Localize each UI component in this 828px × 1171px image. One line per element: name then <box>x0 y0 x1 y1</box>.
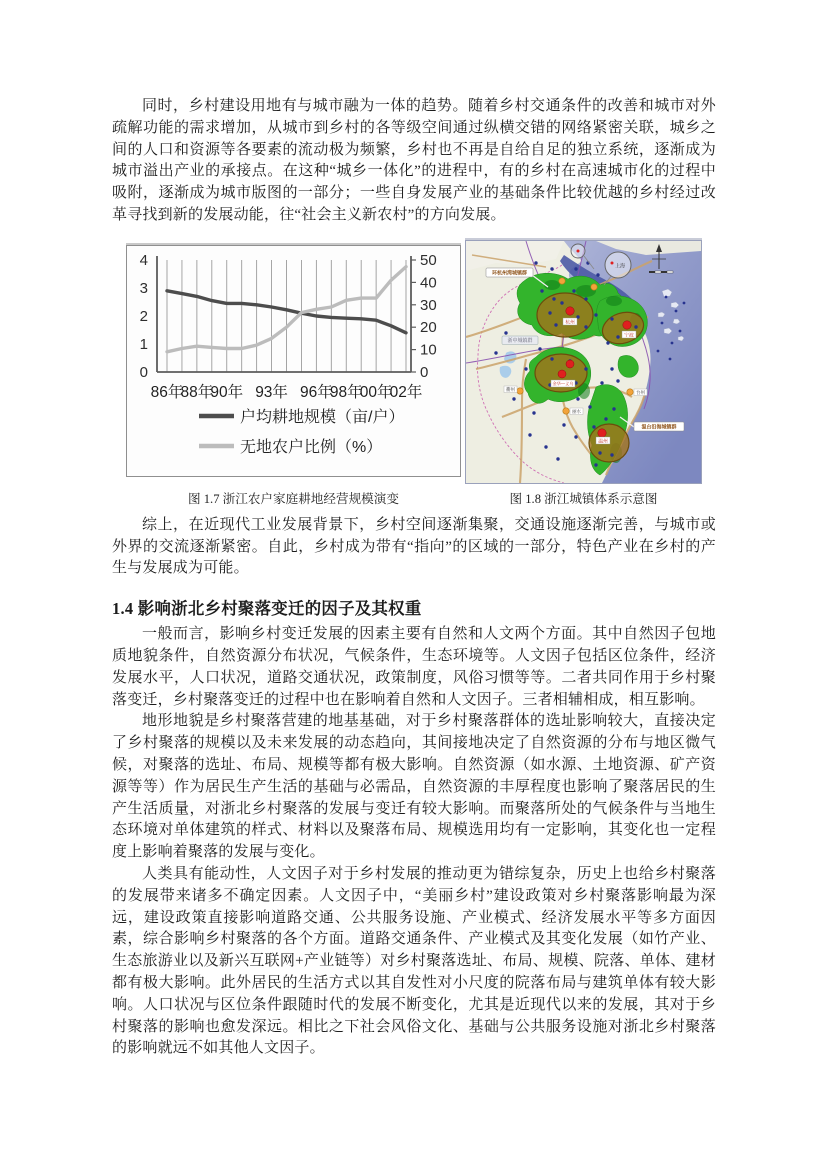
city-label-taizhou: 台州 <box>636 389 645 395</box>
paragraph-urban-rural-integration: 同时，乡村建设用地有与城市融为一体的趋势。随着乡村交通条件的改善和城市对外疏解功能的需求增加，从城市到乡村的各等级空间通过纵横交错的网络紧密关联，城乡之间的人口和资源等各要素的流动极为频繁，乡村也不再是自给自足的独立系统，逐渐成为城市溢出产业的承接点。在这种“城乡一体化”的进程中，有的乡村在高速城市化的过程中吸附，逐渐成为城市版图的一部分；一些自身发展产业的基础条件比较优越的乡村经过改革寻找到新的发展动能，往“社会主义新农村”的方向发展。 <box>112 98 716 223</box>
figure-1-7-farmland-chart <box>126 245 461 477</box>
svg-text:86年: 86年 <box>150 383 184 401</box>
svg-text:88年: 88年 <box>180 383 214 401</box>
captions-row <box>112 491 716 507</box>
svg-text:2: 2 <box>139 307 148 325</box>
farmland-line-chart <box>127 246 460 476</box>
svg-text:20: 20 <box>420 318 437 336</box>
paragraph-summary: 综上，在近现代工业发展背景下，乡村空间逐渐集聚，交通设施逐渐完善，与城市或外界的交流逐渐紧密。自此，乡村成为带有“指向”的区域的一部分，特色产业在乡村的产生与发展成为可能。 <box>112 516 716 577</box>
chart-legend <box>199 407 404 456</box>
chart-axes <box>157 256 411 372</box>
figure-1-7-caption: 图 1.7 浙江农户家庭耕地经营规模演变 <box>188 491 399 506</box>
city-label-wenzhou: 温州 <box>598 439 608 445</box>
zhejiang-urban-system-map <box>466 241 701 483</box>
svg-text:93年: 93年 <box>255 383 288 401</box>
shanghai-label: 上海 <box>614 263 626 270</box>
svg-text:30: 30 <box>420 296 437 314</box>
svg-text:90年: 90年 <box>210 383 244 401</box>
chart-gridlines <box>167 260 406 372</box>
chart-left-axis-ticks <box>140 252 148 381</box>
paragraph-natural-factors: 地形地貌是乡村聚落营建的地基基础，对于乡村聚落群体的选址影响较大，直接决定了乡村聚落的规模以及未来发展的动态趋向，其间接地决定了自然资源的分布与地区微气候，对聚落的选址、布局、规模等都有极大影响。自然资源（如水源、土地资源、矿产资源等等）作为居民生产生活的基础与必需品，自然资源的丰厚程度也影响了聚落居民的生产生活质量，对浙北乡村聚落的发展与变迁有较大影响。而聚落所处的气候条件与当地生态环境对单体建筑的样式、材料以及聚落布局、规模选用均有一定影响，其变化也一定程度上影响着聚落的发展与变化。 <box>112 713 716 861</box>
scale-bar-icon <box>649 271 673 273</box>
chart-right-axis-ticks <box>411 252 437 381</box>
city-label-hangzhou: 杭州 <box>565 320 575 326</box>
figure-1-8-urban-system-map <box>465 240 702 484</box>
cluster-label-hangzhou-bay: 环杭州湾城镇群 <box>491 270 528 277</box>
section-heading-1-4: 1.4 影响浙北乡村聚落变迁的因子及其权重 <box>112 599 422 619</box>
svg-text:4: 4 <box>139 251 148 269</box>
paragraph-factors-overview: 一般而言，影响乡村变迁发展的因素主要有自然和人文两个方面。其中自然因子包地质地貌条件，自然资源分布状况，气候条件，生态环境等。人文因子包括区位条件，经济发展水平，人口状况，道路交通状况，政策制度，风俗习惯等等。二者共同作用于乡村聚落变迁，乡村聚落变迁的过程中也在影响着自然和人文因子。三者相辅相成，相互影响。 <box>112 626 716 708</box>
svg-text:40: 40 <box>420 274 437 292</box>
svg-text:0: 0 <box>139 363 148 381</box>
paragraph-human-factors: 人类具有能动性，人文因子对于乡村发展的推动更为错综复杂，历史上也给乡村聚落的发展带来诸多不确定因素。人文因子中，“美丽乡村”建设政策对乡村聚落影响最为深远，建设政策直接影响道路交通、公共服务设施、产业模式、经济发展水平等多方面因素，综合影响乡村聚落的各个方面。道路交通条件、产业模式及其变化发展（如竹产业、生态旅游业以及新兴互联网+产业链等）对乡村聚落选址、布局、规模、院落、单体、建材都有极大影响。此外居民的生活方式以其自发性对小尺度的院落布局与建筑单体有较大影响。人口状况与区位条件跟随时代的发展不断变化，尤其是近现代以来的发展，其对于乡村聚落的影响也愈发深远。相比之下社会风俗文化、基础与公共服务设施对浙北乡村聚落的影响就远不如其他人文因子。 <box>112 865 716 1057</box>
city-label-lishui: 丽水 <box>572 408 581 414</box>
svg-text:00年: 00年 <box>359 383 393 401</box>
svg-text:98年: 98年 <box>329 383 363 401</box>
chart-x-axis-labels <box>151 382 423 401</box>
svg-text:1: 1 <box>139 335 148 353</box>
chart-legend-label-1: 无地农户比例（%） <box>240 438 383 456</box>
svg-text:3: 3 <box>139 279 148 297</box>
figures-row <box>112 240 716 484</box>
svg-text:02年: 02年 <box>389 383 423 401</box>
cluster-label-zhezhong: 浙中城镇群 <box>507 337 533 344</box>
svg-text:0: 0 <box>420 363 429 381</box>
figure-1-8-caption: 图 1.8 浙江城镇体系示意图 <box>509 491 658 506</box>
chart-legend-label-0: 户均耕地规模（亩/户） <box>240 408 405 426</box>
city-label-ningbo: 宁波 <box>624 333 634 339</box>
svg-text:50: 50 <box>420 251 437 269</box>
city-label-quzhou: 衢州 <box>506 386 515 392</box>
svg-text:96年: 96年 <box>300 383 333 401</box>
cluster-label-wentai-coastal: 温台沿海城镇群 <box>641 424 677 431</box>
city-label-jinhua-yiwu: 金华—义乌 <box>552 380 574 386</box>
svg-text:10: 10 <box>420 341 437 359</box>
